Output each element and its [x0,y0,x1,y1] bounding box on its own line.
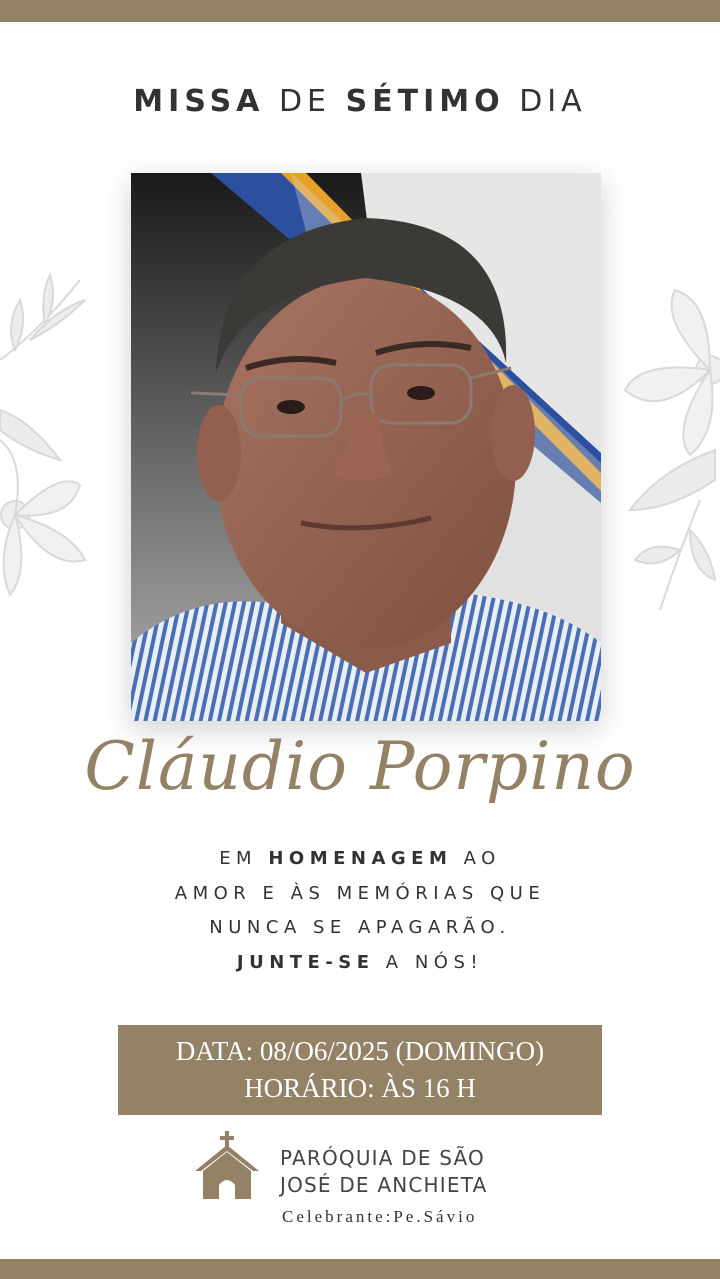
top-border-bar [0,0,720,22]
tribute-message [0,842,720,980]
parish-name: PARÓQUIA DE SÃO JOSÉ DE ANCHIETA [280,1146,488,1197]
title-word-setimo: SÉTIMO [345,84,505,119]
event-date-box [118,1025,602,1115]
church-icon [195,1131,259,1201]
bottom-border-bar [0,1259,720,1279]
title-word-missa: MISSA [133,84,265,119]
floral-right-icon [620,280,720,620]
floral-left-icon [0,270,95,600]
event-date: DATA: 08/O6/2025 (DOMINGO) [175,1036,545,1066]
title-word-dia: DIA [519,84,587,119]
person-name: Cláudio Porpino [84,728,636,805]
celebrant-label: Celebrante:Pe.Sávio [282,1207,478,1226]
page-title [0,84,720,119]
event-time: HORÁRIO: ÀS 16 H [244,1073,476,1103]
title-word-de: DE [278,84,332,119]
portrait-photo [131,173,601,721]
message-line-1: EM HOMENAGEM AO [219,848,501,869]
message-line-3: NUNCA SE APAGARÃO. [209,917,511,938]
message-line-2: AMOR E ÀS MEMÓRIAS QUE [174,882,546,904]
message-line-4: JUNTE-SE A NÓS! [236,951,484,973]
